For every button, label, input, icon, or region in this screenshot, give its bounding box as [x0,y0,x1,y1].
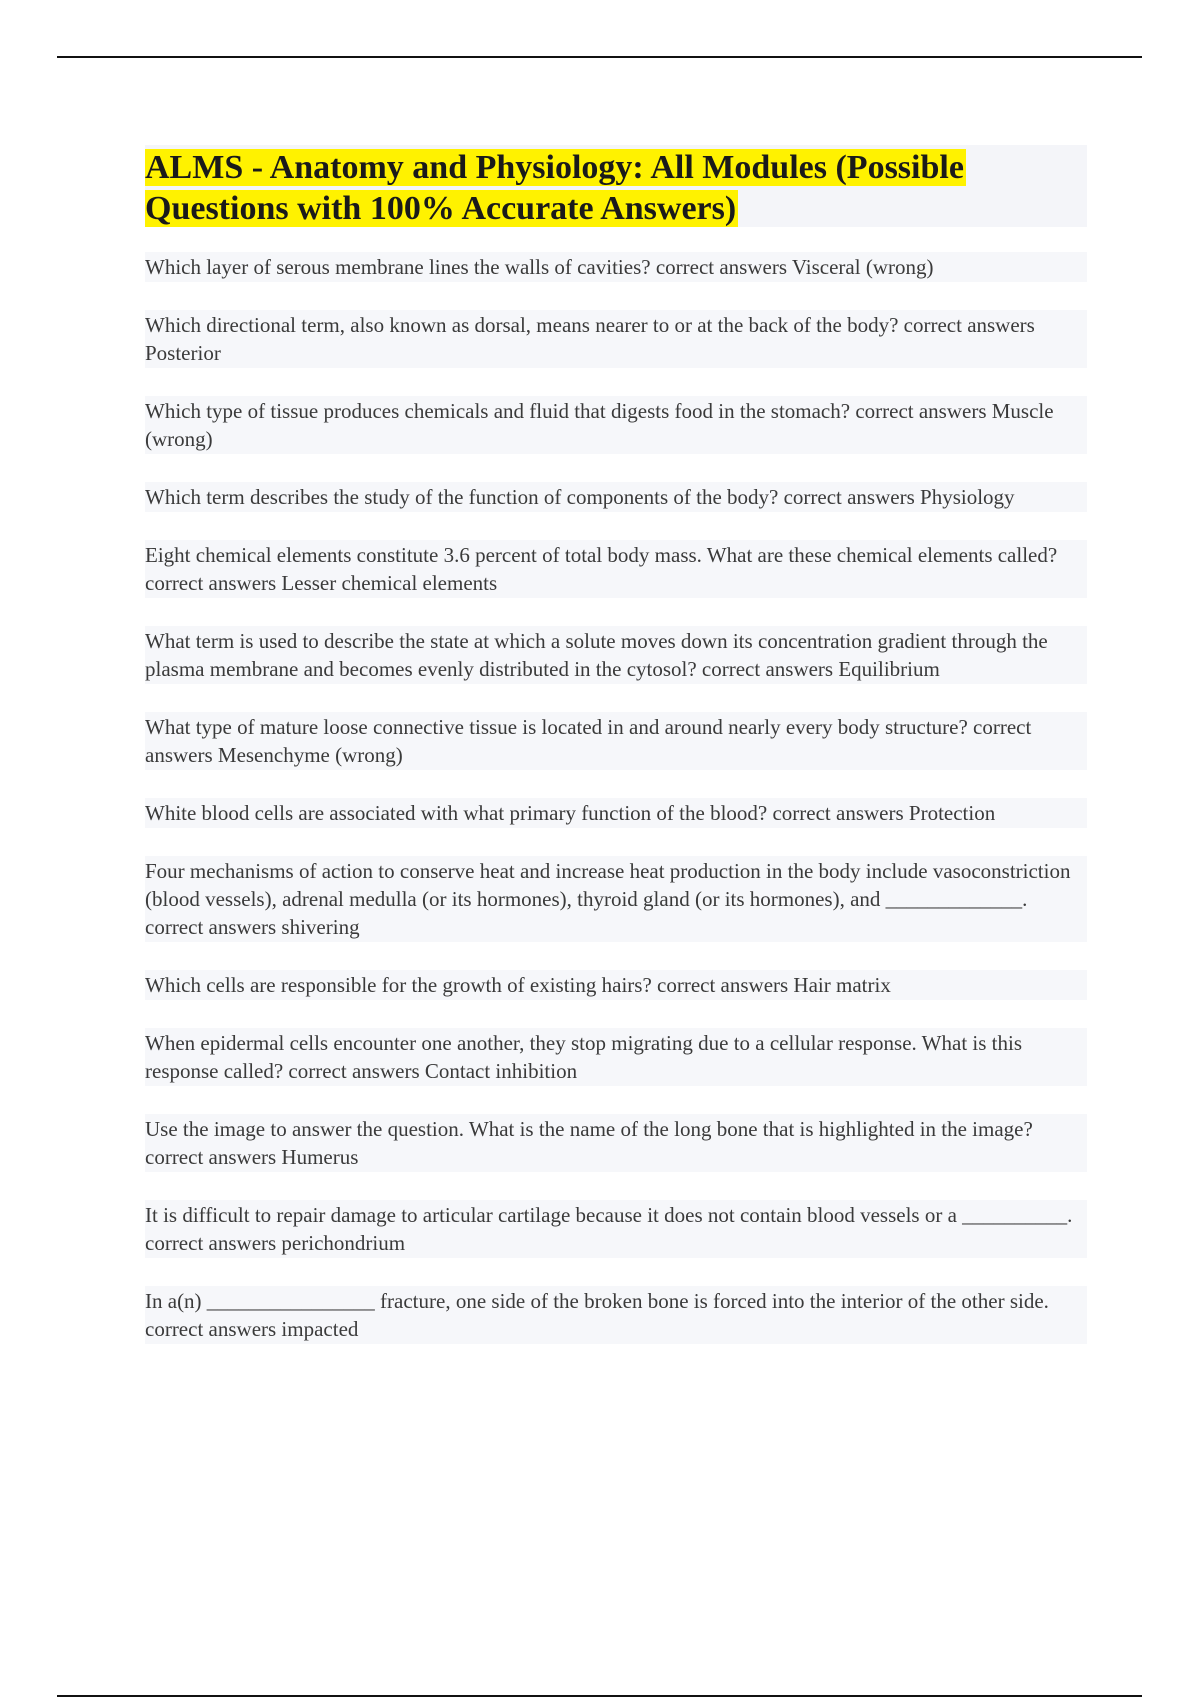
qa-item: Which term describes the study of the function of components of the body? correct answers Physiology [145,482,1087,512]
bottom-rule [57,1695,1142,1697]
qa-item: Which type of tissue produces chemicals and fluid that digests food in the stomach? correct answers Muscle (wrong) [145,396,1087,454]
qa-item: Eight chemical elements constitute 3.6 percent of total body mass. What are these chemical elements called? correct answers Lesser chemical elements [145,540,1087,598]
qa-item: In a(n) ________________ fracture, one side of the broken bone is forced into the interior of the other side. correct answers impacted [145,1286,1087,1344]
qa-item: It is difficult to repair damage to articular cartilage because it does not contain blood vessels or a __________. correct answers perichondrium [145,1200,1087,1258]
qa-item: What term is used to describe the state at which a solute moves down its concentration gradient through the plasma membrane and becomes evenly distributed in the cytosol? correct answers Equilibrium [145,626,1087,684]
title-highlight: ALMS - Anatomy and Physiology: All Modules (Possible Questions with 100% Accurate Answers) [145,149,964,227]
qa-item: Which directional term, also known as dorsal, means nearer to or at the back of the body? correct answers Posterior [145,310,1087,368]
qa-item: Which cells are responsible for the growth of existing hairs? correct answers Hair matrix [145,970,1087,1000]
document-title [145,145,1087,229]
qa-list [145,252,1087,1372]
top-rule [57,56,1142,58]
qa-item: Use the image to answer the question. What is the name of the long bone that is highlighted in the image? correct answers Humerus [145,1114,1087,1172]
qa-item: White blood cells are associated with what primary function of the blood? correct answers Protection [145,798,1087,828]
qa-item: Which layer of serous membrane lines the walls of cavities? correct answers Visceral (wrong) [145,252,1087,282]
qa-item: When epidermal cells encounter one another, they stop migrating due to a cellular response. What is this response called? correct answers Contact inhibition [145,1028,1087,1086]
title-block [145,145,1087,227]
qa-item: What type of mature loose connective tissue is located in and around nearly every body structure? correct answers Mesenchyme (wrong) [145,712,1087,770]
qa-item: Four mechanisms of action to conserve heat and increase heat production in the body include vasoconstriction (blood vessels), adrenal medulla (or its hormones), thyroid gland (or its hormones), and _____________. correct answers shivering [145,856,1087,942]
